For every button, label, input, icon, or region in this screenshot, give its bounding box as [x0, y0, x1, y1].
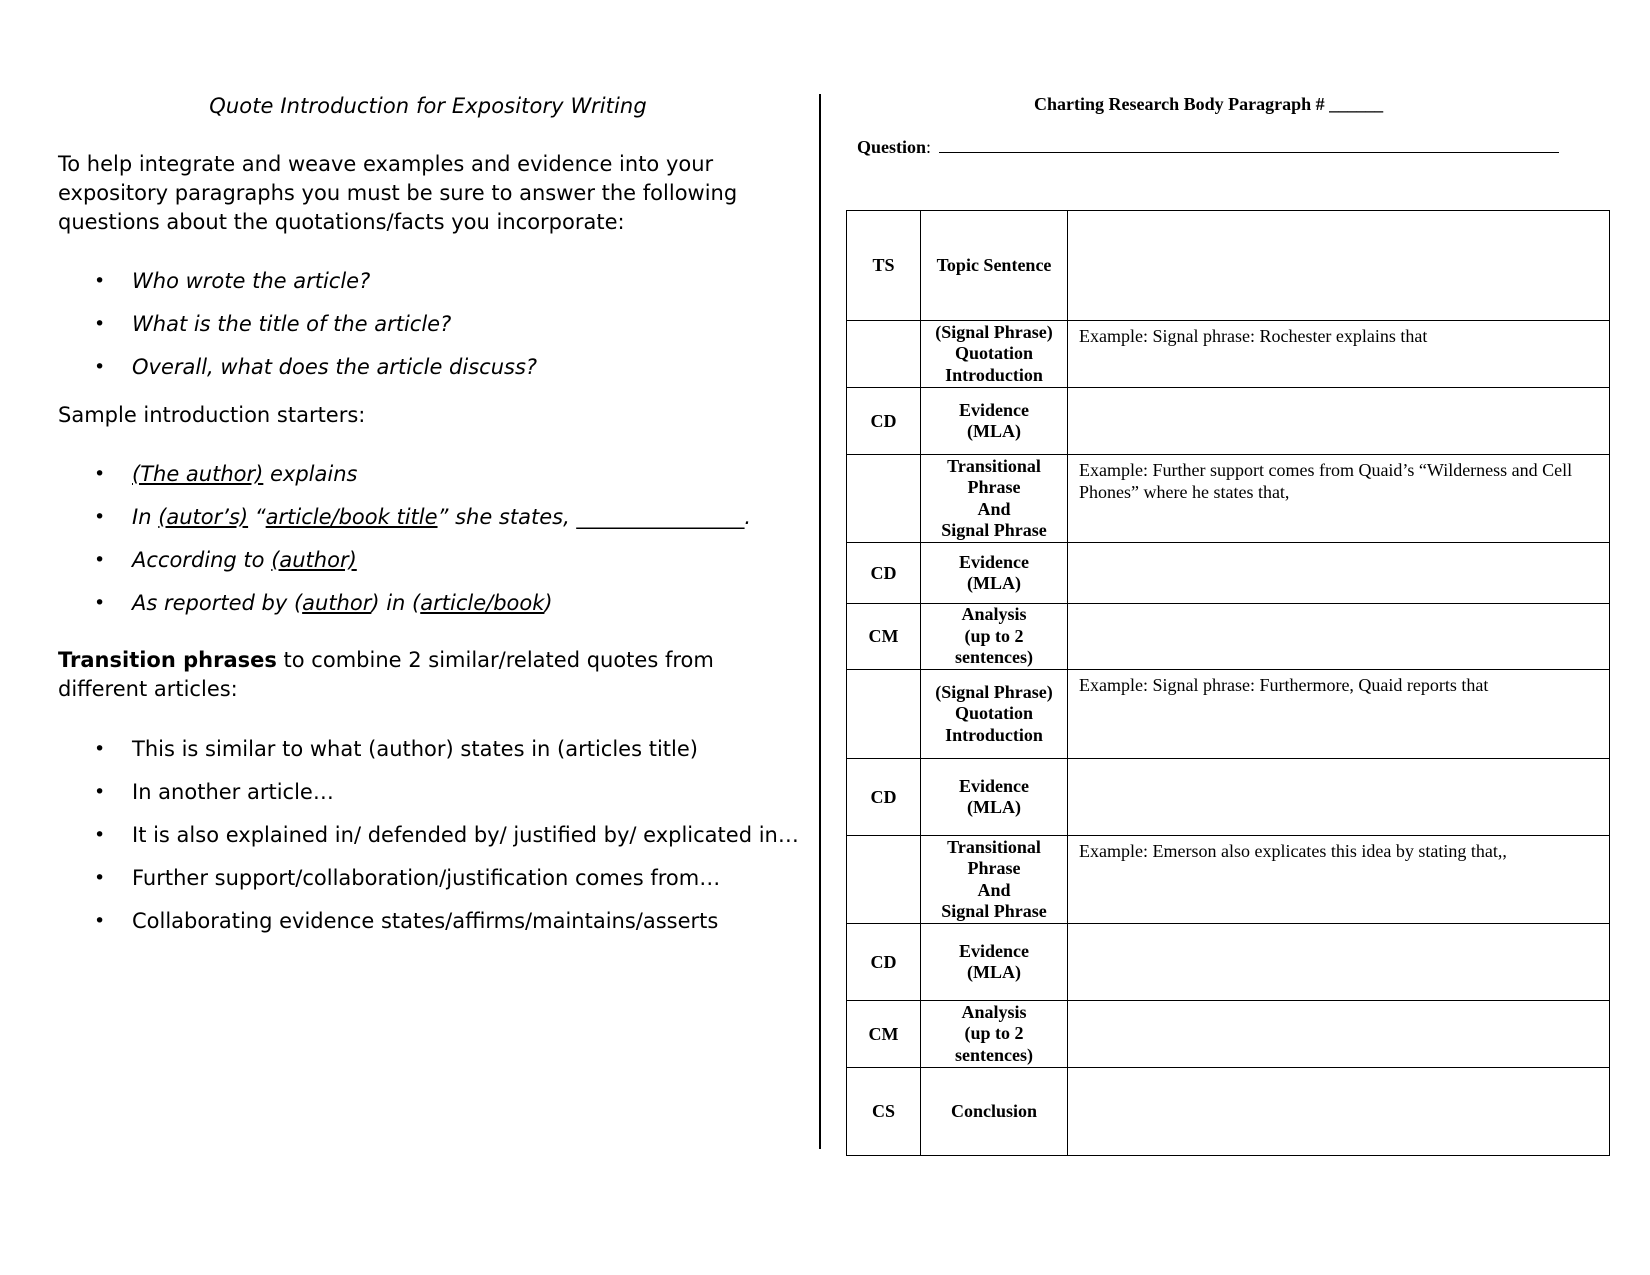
- row-label-line: (MLA): [967, 421, 1021, 441]
- row-code: [847, 455, 921, 543]
- bullet-icon: •: [94, 270, 106, 292]
- table-row: [847, 388, 1610, 455]
- table-row: [847, 321, 1610, 388]
- row-label-line: Evidence: [959, 940, 1029, 961]
- row-label-line: Evidence: [959, 551, 1029, 572]
- row-label-line: (MLA): [967, 797, 1021, 817]
- row-writing-cell[interactable]: [1068, 1068, 1610, 1156]
- research-chart-table: [846, 210, 1610, 1156]
- row-writing-cell[interactable]: [1068, 543, 1610, 604]
- bullet-icon: •: [94, 506, 106, 528]
- row-writing-cell[interactable]: [1068, 759, 1610, 836]
- bullet-icon: •: [94, 313, 106, 335]
- row-writing-cell[interactable]: Example: Signal phrase: Rochester explains that: [1068, 321, 1610, 388]
- row-label-line: (MLA): [967, 962, 1021, 982]
- sample-heading: Sample introduction starters:: [58, 403, 366, 427]
- table-row: [847, 1068, 1610, 1156]
- question-list: [58, 269, 798, 377]
- row-writing-cell[interactable]: [1068, 604, 1610, 670]
- bullet-icon: •: [94, 463, 106, 485]
- list-item: • Further support/collaboration/justification comes from…: [94, 866, 721, 890]
- question-line: Question:: [857, 137, 1559, 158]
- row-label: [921, 759, 1068, 836]
- row-label-line: Phrase: [967, 858, 1021, 878]
- row-label: [921, 211, 1068, 321]
- row-label: [921, 1068, 1068, 1156]
- starter-list: [58, 462, 798, 613]
- row-label: [921, 455, 1068, 543]
- row-label: [921, 543, 1068, 604]
- row-writing-cell[interactable]: [1068, 1001, 1610, 1068]
- row-code: [847, 670, 921, 759]
- row-label-line: And: [977, 498, 1011, 519]
- row-label-line: sentences): [955, 647, 1033, 668]
- row-label-line: Quotation: [954, 703, 1033, 724]
- table-row: [847, 924, 1610, 1001]
- list-item: • Overall, what does the article discuss?: [94, 355, 538, 379]
- column-divider: [819, 94, 821, 1149]
- bullet-icon: •: [94, 867, 106, 889]
- row-code: CM: [847, 604, 921, 670]
- row-label: [921, 604, 1068, 670]
- row-label-line: Evidence: [959, 399, 1029, 420]
- bullet-icon: •: [94, 781, 106, 803]
- row-label-line: Phrase: [967, 477, 1021, 497]
- row-label-line: Conclusion: [950, 1100, 1038, 1121]
- list-item: • What is the title of the article?: [94, 312, 452, 336]
- table-row: [847, 604, 1610, 670]
- row-label-line: (up to 2: [964, 625, 1024, 646]
- row-code: CD: [847, 543, 921, 604]
- bullet-icon: •: [94, 549, 106, 571]
- intro-paragraph: To help integrate and weave examples and evidence into your expository paragraphs you must be sure to answer the following questions about the quotations/facts you incorporate:: [58, 152, 738, 234]
- row-code: [847, 321, 921, 388]
- bullet-icon: •: [94, 910, 106, 932]
- row-label: [921, 388, 1068, 455]
- transition-heading: Transition phrases to combine 2 similar/related quotes from different articles:: [58, 648, 714, 701]
- chart-title: Charting Research Body Paragraph # ______: [1034, 94, 1384, 114]
- row-label-line: sentences): [955, 1044, 1033, 1065]
- row-label: [921, 836, 1068, 924]
- list-item: • It is also explained in/ defended by/ justified by/ explicated in…: [94, 823, 799, 847]
- quote-introduction-section: [58, 94, 798, 952]
- table-row: [847, 1001, 1610, 1068]
- row-label-line: Analysis: [961, 604, 1027, 625]
- row-label-line: Analysis: [961, 1001, 1027, 1022]
- list-item: • Collaborating evidence states/affirms/maintains/asserts: [94, 909, 719, 933]
- table-row: [847, 759, 1610, 836]
- row-label-line: Signal Phrase: [941, 520, 1047, 540]
- row-label-line: Introduction: [945, 364, 1043, 385]
- row-label-line: Introduction: [945, 724, 1043, 745]
- row-code: CS: [847, 1068, 921, 1156]
- bullet-icon: •: [94, 738, 106, 760]
- row-code: CD: [847, 759, 921, 836]
- row-label-line: (Signal Phrase): [935, 321, 1053, 342]
- row-label-line: Transitional: [947, 455, 1041, 476]
- list-item: • In (autor’s) “article/book title” she states, ________________.: [94, 505, 752, 529]
- row-writing-cell[interactable]: [1068, 388, 1610, 455]
- table-row: [847, 670, 1610, 759]
- row-writing-cell[interactable]: Example: Emerson also explicates this idea by stating that,,: [1068, 836, 1610, 924]
- row-writing-cell[interactable]: Example: Signal phrase: Furthermore, Quaid reports that: [1068, 670, 1610, 759]
- table-row: [847, 836, 1610, 924]
- bullet-icon: •: [94, 592, 106, 614]
- row-label: [921, 670, 1068, 759]
- table-row: [847, 455, 1610, 543]
- row-label: [921, 924, 1068, 1001]
- row-label-line: Quotation: [954, 343, 1033, 364]
- row-label-line: (MLA): [967, 573, 1021, 593]
- row-label-line: (Signal Phrase): [935, 681, 1053, 702]
- row-writing-cell[interactable]: [1068, 211, 1610, 321]
- list-item: • As reported by (author) in (article/book): [94, 591, 553, 615]
- row-label-line: And: [977, 879, 1011, 900]
- row-code: CM: [847, 1001, 921, 1068]
- list-item: • This is similar to what (author) states in (articles title): [94, 737, 698, 761]
- list-item: • According to (author): [94, 548, 357, 572]
- bullet-icon: •: [94, 824, 106, 846]
- list-item: • (The author) explains: [94, 462, 358, 486]
- row-label: [921, 1001, 1068, 1068]
- row-code: [847, 836, 921, 924]
- table-row: [847, 211, 1610, 321]
- row-code: CD: [847, 924, 921, 1001]
- row-label-line: (up to 2: [964, 1023, 1024, 1044]
- row-label: [921, 321, 1068, 388]
- bullet-icon: •: [94, 356, 106, 378]
- row-label-line: Evidence: [959, 775, 1029, 796]
- row-label-line: Transitional: [947, 836, 1041, 857]
- row-label-line: Topic Sentence: [936, 254, 1052, 275]
- list-item: • Who wrote the article?: [94, 269, 371, 293]
- table-row: [847, 543, 1610, 604]
- question-blank: [939, 138, 1559, 153]
- row-code: TS: [847, 211, 921, 321]
- section-title: Quote Introduction for Expository Writing: [209, 94, 647, 118]
- list-item: • In another article…: [94, 780, 334, 804]
- transition-list: [58, 737, 798, 931]
- row-code: CD: [847, 388, 921, 455]
- row-writing-cell[interactable]: [1068, 924, 1610, 1001]
- row-writing-cell[interactable]: Example: Further support comes from Quaid’s “Wilderness and Cell Phones” where he states that,: [1068, 455, 1610, 543]
- row-label-line: Signal Phrase: [941, 901, 1047, 921]
